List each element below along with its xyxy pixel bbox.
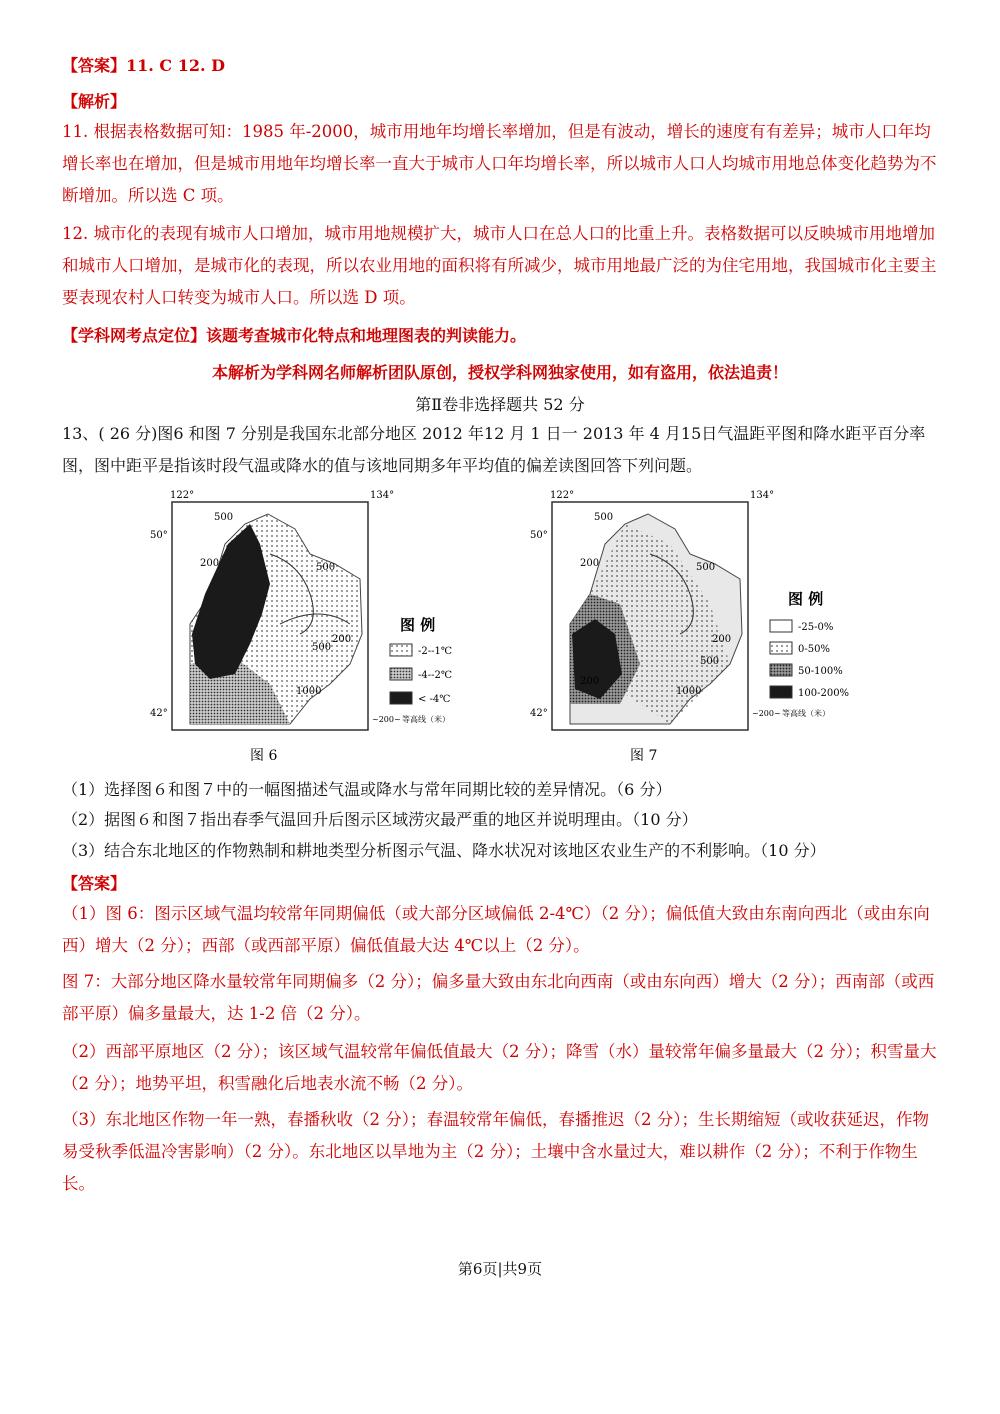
subquestion-3: （3）结合东北地区的作物熟制和耕地类型分析图示气温、降水状况对该地区农业生产的不利影响。（10 分） <box>62 841 826 860</box>
fig7-lat-top: 50° <box>530 530 548 541</box>
answer-3: （3）东北地区作物一年一熟，春播秋收（2 分）；春温较常年偏低，春播推迟（2 分）；生长期缩短（或收获延迟，作物易受秋季低温冷害影响）（2 分）。东北地区以旱地为主（2 分）；土壤中含水量过大，难以耕作（2 分）；不利于作物生长。 <box>62 1110 929 1193</box>
page-footer: 第6页|共9页 <box>457 1260 543 1278</box>
fig6-contour-label: 500 <box>316 562 336 573</box>
kaodian-text: 该题考查城市化特点和地理图表的判读能力。 <box>206 326 527 345</box>
subquestion-2: （2）据图６和图７指出春季气温回升后图示区域涝灾最严重的地区并说明理由。（10 分） <box>62 810 698 829</box>
fig6-lat-bottom: 42° <box>150 708 168 719</box>
copyright-notice: 本解析为学科网名师解析团队原创，授权学科网独家使用，如有盗用，依法追责！ <box>211 363 788 382</box>
fig7-legend-swatch-2 <box>770 642 792 654</box>
fig6-caption: 图 6 <box>250 748 278 764</box>
fig7-contour-sample: ~200~ <box>752 709 781 718</box>
fig6-legend-swatch-3 <box>390 692 412 704</box>
fig7-legend-item-3: 50-100% <box>798 666 843 677</box>
analysis-label: 【解析】 <box>62 92 127 111</box>
fig7-legend-item-1: -25-0% <box>798 622 834 633</box>
fig7-lat-bottom: 42° <box>530 708 548 719</box>
fig7-contour-label: 500 <box>696 562 716 573</box>
answer-1b: 图 7：大部分地区降水量较常年同期偏多（2 分）；偏多量大致由东北向西南（或由东向西）增大（2 分）；西南部（或西部平原）偏多量最大，达 1-2 倍（2 分）。 <box>62 972 935 1023</box>
fig7-lon-right: 134° <box>750 490 775 501</box>
question-13-text: 13、( 26 分)图6 和图 7 分别是我国东北部分地区 2012 年12 月 1 日一 2013 年 4 月15日气温距平图和降水距平百分率图，图中距平是指该时段气温或降水的值与该地同期多年平均值的偏差读图回答下列问题。 <box>62 424 926 475</box>
kaodian-line <box>62 326 526 346</box>
fig6-contour-label: 200 <box>200 558 220 569</box>
fig7-legend-item-4: 100-200% <box>798 688 850 699</box>
answer-line <box>62 56 225 76</box>
subquestion-1: （1）选择图６和图７中的一幅图描述气温或降水与常年同期比较的差异情况。（6 分） <box>62 780 672 799</box>
fig6-legend-item-2: -4--2℃ <box>418 670 453 681</box>
analysis-paragraph-11: 11. 根据表格数据可知：1985 年-2000，城市用地年均增长率增加，但是有波动，增长的速度有有差异；城市人口年均增长率也在增加，但是城市用地年均增长率一直大于城市人口年均增长率，所以城市人口人均城市用地总体变化趋势为不断增加。所以选 C 项。 <box>62 122 937 205</box>
fig6-contour-label: 1000 <box>296 686 322 697</box>
section-title: 第Ⅱ卷非选择题共 52 分 <box>415 395 585 414</box>
answer-1: （1）图 6：图示区域气温均较常年同期偏低（或大部分区域偏低 2-4℃）（2 分）；偏低值大致由东南向西北（或由东向西）增大（2 分）；西部（或西部平原）偏低值最大达 4℃以上（2 分）。 <box>62 904 930 955</box>
fig7-legend-swatch-3 <box>770 664 792 676</box>
kaodian-label: 【学科网考点定位】 <box>62 326 207 345</box>
fig6-legend-title: 图 例 <box>400 616 436 634</box>
fig7-contour-label: 500 <box>700 656 720 667</box>
fig7-contour-label: 200 <box>712 634 732 645</box>
fig7-legend-swatch-1 <box>770 620 792 632</box>
fig6-lon-right: 134° <box>370 490 395 501</box>
fig6-legend-item-1: -2--1℃ <box>418 646 453 657</box>
fig6-contour-label: 200 <box>332 634 352 645</box>
fig7-contour-note: 等高线（米） <box>782 709 830 718</box>
fig7-contour-label: 500 <box>594 512 614 523</box>
answer2-label: 【答案】 <box>62 874 127 893</box>
fig6-legend-item-3: < -4℃ <box>418 694 451 705</box>
fig6-lon-left: 122° <box>170 490 195 501</box>
fig6-legend-swatch-2 <box>390 668 412 680</box>
figure-6-map <box>150 484 480 774</box>
fig7-legend-title: 图 例 <box>788 590 824 608</box>
figure-7-map <box>530 484 870 774</box>
fig7-contour-label: 200 <box>580 676 600 687</box>
fig6-contour-label: 500 <box>312 642 332 653</box>
answer-2: （2）西部平原地区（2 分）；该区域气温较常年偏低值最大（2 分）；降雪（水）量较常年偏多量最大（2 分）；积雪量大（2 分）；地势平坦，积雪融化后地表水流不畅（2 分）。 <box>62 1042 937 1093</box>
fig6-contour-sample: ~200~ <box>372 715 401 724</box>
fig7-contour-label: 200 <box>580 558 600 569</box>
fig7-lon-left: 122° <box>550 490 575 501</box>
fig6-contour-note: 等高线（米） <box>402 715 450 724</box>
analysis-paragraph-12: 12. 城市化的表现有城市人口增加，城市用地规模扩大，城市人口在总人口的比重上升。表格数据可以反映城市用地增加和城市人口增加，是城市化的表现，所以农业用地的面积将有所减少，城市用地最广泛的为住宅用地，我国城市化主要主要表现农村人口转变为城市人口。所以选 D 项。 <box>62 224 937 307</box>
fig6-legend-swatch-1 <box>390 644 412 656</box>
fig7-legend-swatch-4 <box>770 686 792 698</box>
fig7-legend-item-2: 0-50% <box>798 644 830 655</box>
fig7-caption: 图 7 <box>630 748 658 764</box>
answer-text: 11. C 12. D <box>126 56 226 75</box>
answer-label: 【答案】 <box>62 56 127 75</box>
fig6-contour-label: 500 <box>214 512 234 523</box>
fig6-lat-top: 50° <box>150 530 168 541</box>
fig7-contour-label: 1000 <box>676 686 702 697</box>
